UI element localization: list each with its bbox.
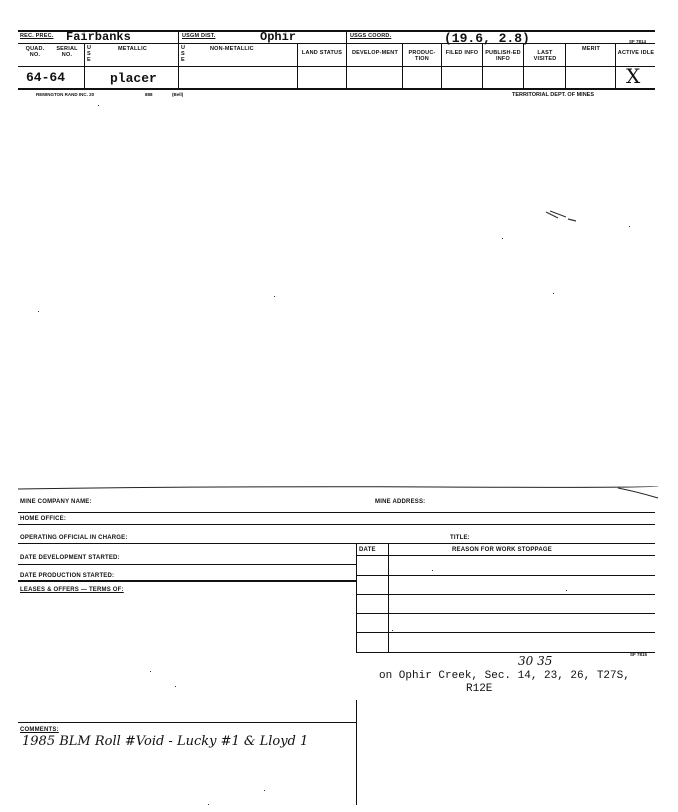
metallic-value: placer <box>110 71 157 86</box>
divider-comments <box>356 700 357 805</box>
speck <box>150 671 151 672</box>
date-label: DATE <box>359 547 376 553</box>
quad-serial-value: 64-64 <box>26 70 66 85</box>
handwritten-sections: 30 35 <box>518 654 553 668</box>
stray-mark <box>544 209 578 223</box>
footer-mid-2: (Bell) <box>172 92 184 97</box>
rule-reason-2 <box>356 594 655 595</box>
rule-reason-3 <box>356 613 655 614</box>
home-office-label: HOME OFFICE: <box>20 516 67 522</box>
form-code-bottom: SF 7815 <box>630 652 648 657</box>
leases-label: LEASES & OFFERS — TERMS OF: <box>20 587 124 593</box>
rule-prod-started <box>18 580 357 582</box>
rec-prec-label: REC. PREC. <box>20 33 54 39</box>
mine-company-name-label: MINE COMPANY NAME: <box>20 499 92 505</box>
divider-filed <box>482 43 483 88</box>
card-top-edge <box>18 480 660 502</box>
usgs-coord-label: USGS COORD. <box>350 33 392 39</box>
header-serial-no: SERIAL NO. <box>56 46 78 58</box>
comments-label: COMMENTS: <box>20 727 59 733</box>
footer-left: REMINGTON RAND INC. 20 <box>36 92 95 97</box>
header-merit: MERIT <box>581 46 601 52</box>
speck <box>629 226 630 227</box>
speck <box>38 311 39 312</box>
header-metallic: METALLIC <box>118 46 147 52</box>
divider-last-visited <box>565 43 566 88</box>
rule-reason-1 <box>356 575 655 576</box>
active-idle-mark: X <box>626 64 641 88</box>
header-last-visited: LAST VISITED <box>533 50 557 62</box>
date-dev-started-label: DATE DEVELOPMENT STARTED: <box>20 555 120 561</box>
rule-dev-started <box>18 564 357 565</box>
footer-right: TERRITORIAL DEPT. OF MINES <box>512 92 594 98</box>
location-line-2: R12E <box>466 683 493 695</box>
header-land-status: LAND STATUS <box>301 50 343 56</box>
rec-prec-value: Fairbanks <box>66 30 131 44</box>
speck <box>566 590 567 591</box>
comments-value: 1985 BLM Roll #Void - Lucky #1 & Lloyd 1 <box>22 734 309 749</box>
speck <box>392 630 393 631</box>
speck <box>208 804 209 805</box>
header-nonmetallic: NON-METALLIC <box>210 46 254 52</box>
date-prod-started-label: DATE PRODUCTION STARTED: <box>20 573 115 579</box>
header-rule-2 <box>18 66 655 67</box>
speck <box>553 293 554 294</box>
mine-address-label: MINE ADDRESS: <box>375 499 426 505</box>
speck <box>175 686 176 687</box>
divider-metallic <box>178 31 179 88</box>
form-code-top: SF 7814 <box>629 39 647 44</box>
rule-comments <box>18 722 357 723</box>
divider-quad <box>84 43 85 88</box>
usgs-coord-value: (19.6, 2.8) <box>444 31 530 46</box>
divider-reason-table <box>356 543 357 653</box>
header-use-nonmetallic: U S E <box>181 45 186 63</box>
usgs-dist-value: Ophir <box>260 30 297 44</box>
footer-mid-1: 888 <box>145 92 153 97</box>
title-label: TITLE: <box>450 535 470 541</box>
row-bottom-rule <box>18 88 655 90</box>
speck <box>98 105 99 106</box>
speck <box>502 238 503 239</box>
header-quad-no: QUAD. NO. <box>25 46 45 58</box>
speck <box>264 790 265 791</box>
rule-operating <box>18 524 655 525</box>
rule-reason-4 <box>356 632 655 633</box>
rule-reason-5 <box>356 652 655 653</box>
location-line-1: on Ophir Creek, Sec. 14, 23, 26, T27S, <box>379 670 630 682</box>
divider-published <box>523 43 524 88</box>
rule-home-office <box>18 512 655 513</box>
divider-develop <box>402 43 403 88</box>
operating-official-label: OPERATING OFFICIAL IN CHARGE: <box>20 535 128 541</box>
header-published-info: PUBLISH-ED INFO <box>485 50 521 62</box>
header-production: PRODUC-TION <box>408 50 436 62</box>
rule-title <box>18 543 655 544</box>
divider-nonmetallic <box>297 43 298 88</box>
header-filed-info: FILED INFO <box>445 50 479 56</box>
usgs-dist-label: USGM DIST. <box>182 33 216 39</box>
speck <box>432 570 433 571</box>
divider-date-col <box>388 543 389 653</box>
header-use-metallic: U S E <box>87 45 92 63</box>
header-development: DEVELOP-MENT <box>351 50 399 56</box>
divider-land <box>346 31 347 88</box>
rule-reason-header <box>356 555 655 556</box>
reason-label: REASON FOR WORK STOPPAGE <box>452 547 552 553</box>
divider-production <box>441 43 442 88</box>
speck <box>274 296 275 297</box>
divider-merit <box>615 43 616 88</box>
header-active-idle: ACTIVE IDLE <box>617 50 655 56</box>
